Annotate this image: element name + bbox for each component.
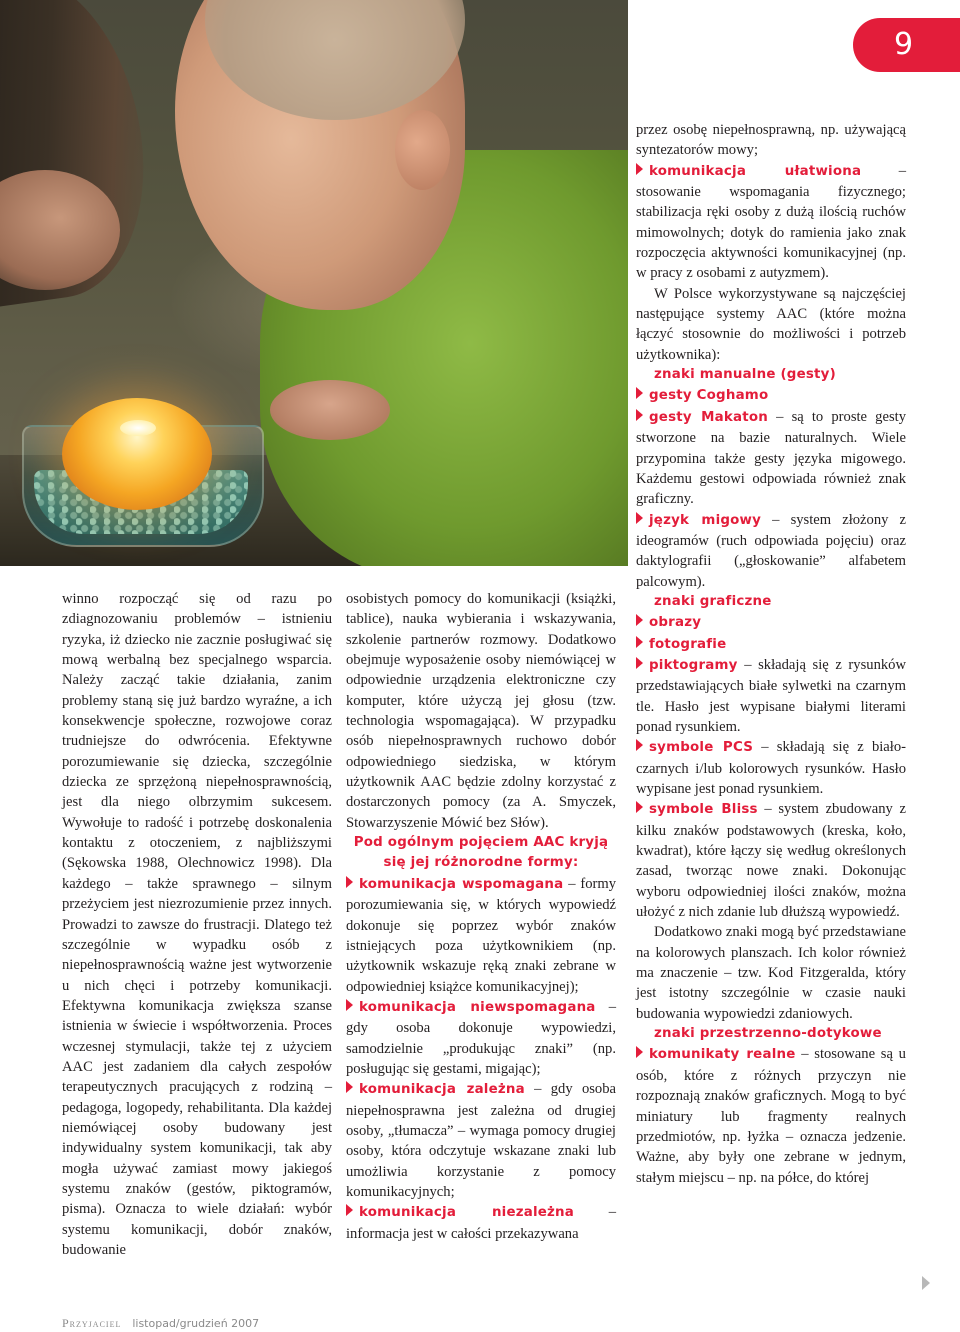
bullet-arrow-icon <box>636 512 643 524</box>
item-label: język migowy <box>649 512 762 528</box>
text-column-2 <box>346 589 616 1244</box>
item-label: komunikacja niezależna <box>359 1205 575 1221</box>
list-item <box>636 799 906 922</box>
bullet-arrow-icon <box>636 387 643 399</box>
paragraph: Dodatkowo znaki mogą być przedstawiane na kolorowych planszach. Ich kolor również ma znaczenie – tzw. Kod Fitzgeralda, który jest istotny szczególnie w czasie nauki budowania wypowiedzi zdaniowych. <box>636 924 906 1022</box>
category-heading: znaki manualne (gesty) <box>654 367 836 383</box>
page-number: 9 <box>853 18 960 72</box>
bullet-arrow-icon <box>636 409 643 421</box>
section-subhead: Pod ogólnym pojęciem AAC kryją się jej różnorodne formy: <box>353 835 609 871</box>
candle-flame <box>120 420 156 436</box>
paragraph: przez osobę niepełnosprawną, np. używającą syntezatorów mowy; <box>636 122 906 159</box>
list-item <box>636 1044 906 1187</box>
text-column-3 <box>636 120 906 1188</box>
item-label: komunikacja wspomagana <box>359 876 564 892</box>
bullet-arrow-icon <box>636 614 643 626</box>
item-label: fotografie <box>649 636 727 652</box>
category-heading: znaki przestrzenno-dotykowe <box>654 1026 882 1042</box>
bullet-arrow-icon <box>636 163 643 175</box>
item-label: gesty Makaton <box>649 409 768 425</box>
page-footer <box>62 1316 259 1331</box>
list-item <box>636 161 906 284</box>
item-text: – system złożony z ideogramów (ruch odpowiada pojęciu) oraz daktylografii („głoskowanie” alfabetem palcowym). <box>636 511 907 590</box>
item-text: – stosowane są u osób, które z różnych przyczyn nie rozpoznają znaków graficznych. Mogą to być miniatury lub fragmenty realnych przedmiotów, np. łyżka – oznacza jedzenie. Ważne, aby były one zebrane w jednym, stałym miejscu – np. na półce, do której <box>636 1046 906 1186</box>
item-label: piktogramy <box>649 657 738 673</box>
bullet-arrow-icon <box>636 739 643 751</box>
paragraph: W Polsce wykorzystywane są najczęściej następujące systemy AAC (które można łączyć stosownie do możliwości i potrzeb użytkownika): <box>636 285 906 363</box>
list-item <box>346 1202 616 1244</box>
list-item <box>636 737 906 799</box>
item-text: – gdy osoba niepełnosprawna jest zależna od drugiej osoby, „tłumacza” – wymaga pomocy drugiej osoby, która odczytuje wskazane znaki lub umożliwia korzystanie z pomocy komunikacyjnych; <box>346 1081 616 1200</box>
item-text: – składają się z rysunków przedstawiających białe sylwetki na czarnym tle. Hasło jest wypisane białymi literami ponad rysunkiem. <box>636 656 906 735</box>
list-item <box>636 407 906 510</box>
bullet-arrow-icon <box>636 1046 643 1058</box>
item-label: komunikaty realne <box>649 1047 796 1063</box>
item-text: – stosowanie wspomagania fizycznego; stabilizacja ręki osoby z dużą ilością ruchów mimowolnych; dotyk do ramienia jako znak rozpoczęcia aktywności komunikacyjnej (np. w pracy z osobami z autyzmem). <box>636 162 906 282</box>
item-label: obrazy <box>649 615 702 631</box>
list-item <box>636 385 906 406</box>
photo-child-blowing-candle <box>0 0 628 566</box>
list-item <box>636 612 906 633</box>
text-column-1 <box>62 589 332 1260</box>
item-label: symbole PCS <box>649 740 754 756</box>
orange-candle <box>62 398 212 510</box>
bullet-arrow-icon <box>636 801 643 813</box>
child-hand <box>270 380 390 440</box>
item-text: – system zbudowany z kilku znaków podstawowych (kreska, koło, kwadrat), które łączy się według określonych zasad, tworząc nowe znaki. Dokonując wyboru odpowiedniej ilości znaków, można ułożyć z nich zdanie lub dłuższą wypowiedź. <box>636 801 907 921</box>
bullet-arrow-icon <box>346 1081 353 1093</box>
list-item <box>636 510 906 592</box>
paragraph: osobistych pomocy do komunikacji (książki, tablice), nauka wybierania i wskazywania, szkolenie partnerów rozmowy. Dodatkowo obejmuje wyposażenie osoby niemówiącej w odpowiednie urządzenia elektroniczne czy komputer, które użyczą jej głosu (tzw. technologia wspomagająca). W przypadku osób niepełnosprawnych ruchowo dobór odpowiedniego siedziska, w którym użytkownik AAC będzie zdolny korzystać z dostarczonych pomocy (za A. Smyczek, Stowarzyszenie Mówić bez Słów). <box>346 591 616 831</box>
category-heading: znaki graficzne <box>654 593 772 609</box>
item-text: – informacja jest w całości przekazywana <box>346 1204 616 1242</box>
item-label: komunikacja niewspomagana <box>359 999 596 1015</box>
child-ear <box>395 110 450 190</box>
bullet-arrow-icon <box>346 876 353 888</box>
item-label: gesty Coghamo <box>649 388 769 404</box>
issue-date: listopad/grudzień 2007 <box>132 1317 260 1330</box>
list-item <box>346 874 616 997</box>
magazine-name: Przyjaciel <box>62 1316 122 1330</box>
bullet-arrow-icon <box>346 1204 353 1216</box>
bullet-arrow-icon <box>636 636 643 648</box>
item-text: – są to proste gesty stworzone na bazie naturalnych. Wiele przypomina także gesty języka migowego. Każdemu gestowi odpowiada również znak graficzny. <box>636 408 906 508</box>
bullet-arrow-icon <box>636 657 643 669</box>
item-text: – składają się z biało-czarnych i/lub kolorowych rysunków. Hasło wypisane jest ponad rysunkiem. <box>636 739 906 797</box>
item-label: symbole Bliss <box>649 802 758 818</box>
list-item <box>346 997 616 1079</box>
list-item <box>636 634 906 655</box>
item-text: – gdy osoba dokonuje wypowiedzi, samodzielnie „produkując znaki” (np. posługując się gestami, migając); <box>346 998 616 1077</box>
paragraph: winno rozpocząć się od razu po zdiagnozowaniu problemów – istnieniu ryzyka, iż dziecko nie zacznie posługiwać się mową werbalną bez specjalnego wsparcia. Należy zacząć takie działania, zanim problemy staną się już bardzo wyraźne, a ich konsekwencje społeczne, rozwojowe coraz trudniejsze do odwrócenia. Efektywne porozumiewanie się dziecka, szczególnie dziecka ze sprzężoną niepełnosprawnością, jest dla niego olbrzymim sukcesem. Wywołuje to radość i potrzebę doskonalenia kontaktu z otoczeniem, z najbliższymi (Sękowska 1988, Olechnowicz 1998). Dla każdego – także sprawnego – silnym przeżyciem jest niezrozumienie przez innych. Prowadzi to zawsze do frustracji. Dlatego też szczególnie w wypadku osób z niepełnosprawnością ważne jest wytworzenie u nich chęci i potrzeby komunikacji. Efektywna komunikacja zwiększa szanse istnienia w świecie i współtworzenia. Proces wczesnej stymulacji, także tej z użyciem AAC jest zadaniem dla całych zespołów terapeutycznych pracujących z rodziną – pedagoga, logopedy, rehabilitanta. Dla każdej niemówiącej osoby budowany jest indywidualny system komunikacji, tak aby mogła używać zamiast mowy jakiegoś systemu znaków (gestów, piktogramów, pisma). Oznacza to wiele działań: wybór systemu komunikacji, dobór znaków, budowanie <box>62 591 332 1258</box>
item-label: komunikacja ułatwiona <box>649 163 862 179</box>
continue-arrow-icon <box>922 1276 930 1290</box>
list-item <box>636 655 906 737</box>
item-text: – formy porozumiewania się, w których wypowiedź dokonuje się poprzez wybór znaków istniejących poza użytkownikiem (np. użytkownik wskazuje ręką znaki zebrane w odpowiedniej książce komunikacyjnej); <box>346 875 616 995</box>
item-label: komunikacja zależna <box>359 1082 525 1098</box>
list-item <box>346 1079 616 1202</box>
bullet-arrow-icon <box>346 999 353 1011</box>
